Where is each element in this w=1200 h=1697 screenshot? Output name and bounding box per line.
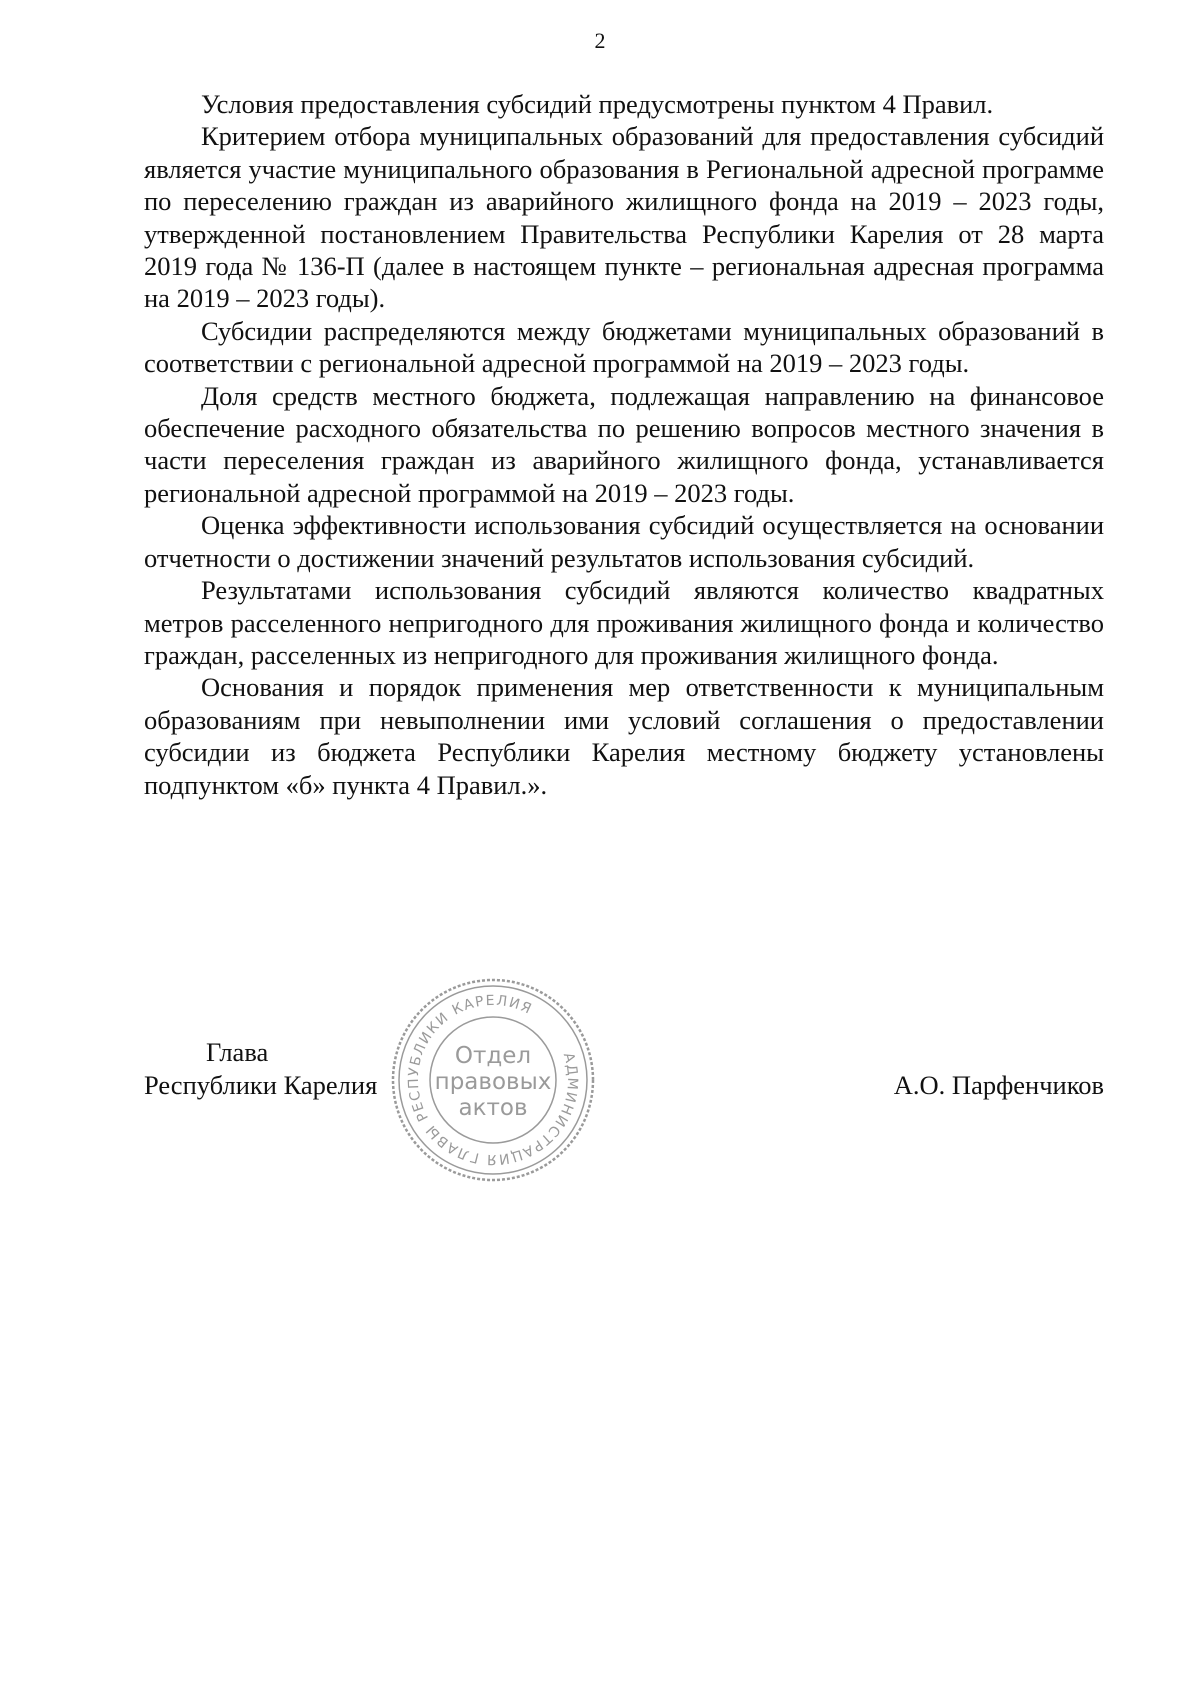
stamp-center-line3: актов — [458, 1095, 528, 1121]
document-body — [144, 88, 1104, 801]
paragraph-local-budget-share: Доля средств местного бюджета, подлежащая направлению на финансовое обеспечение расходного обязательства по решению вопросов местного значения в части переселения граждан из аварийного жилищного фонда, устанавливается региональной адресной программой на 2019 – 2023 годы. — [144, 380, 1104, 508]
paragraph-responsibility: Основания и порядок применения мер ответственности к муниципальным образованиям при невыполнении ими условий соглашения о предоставлении субсидии из бюджета Республики Карелия местному бюджету установлены подпунктом «б» пункта 4 Правил.». — [144, 672, 1104, 800]
official-stamp — [388, 975, 598, 1185]
signature-block — [144, 1036, 1104, 1106]
paragraph-conditions: Условия предоставления субсидий предусмотрены пунктом 4 Правил. — [201, 89, 994, 119]
stamp-center-line1: Отдел — [454, 1043, 532, 1069]
signatory-name: А.О. Парфенчиков — [893, 1070, 1104, 1100]
page-number: 2 — [594, 28, 606, 53]
stamp-ring-text: АДМИНИСТРАЦИЯ ГЛАВЫ РЕСПУБЛИКИ КАРЕЛИЯ — [405, 992, 581, 1168]
paragraph-distribution: Субсидии распределяются между бюджетами муниципальных образований в соответствии с региональной адресной программой на 2019 – 2023 годы. — [144, 315, 1104, 379]
paragraph-results: Результатами использования субсидий являются количество квадратных метров расселенного непригодного для проживания жилищного фонда и количество граждан, расселенных из непригодного для проживания жилищного фонда. — [144, 575, 1104, 670]
paragraph-efficiency-assessment: Оценка эффективности использования субсидий осуществляется на основании отчетности о достижении значений результатов использования субсидий. — [144, 510, 1104, 573]
stamp-seal-icon — [388, 975, 598, 1185]
paragraph-selection-criterion: Критерием отбора муниципальных образований для предоставления субсидий является участие муниципального образования в Региональной адресной программе по переселению граждан из аварийного жилищного фонда на 2019 – 2023 годы, утвержденной постановлением Правительства Республики Карелия от 28 марта 2019 года № 136-П (далее в настоящем пункте – региональная адресная программа на 2019 – 2023 годы). — [144, 121, 1104, 314]
stamp-center-line2: правовых — [434, 1069, 552, 1095]
signatory-title-line2: Республики Карелия — [144, 1070, 378, 1100]
signatory-title-line1: Глава — [206, 1037, 269, 1067]
